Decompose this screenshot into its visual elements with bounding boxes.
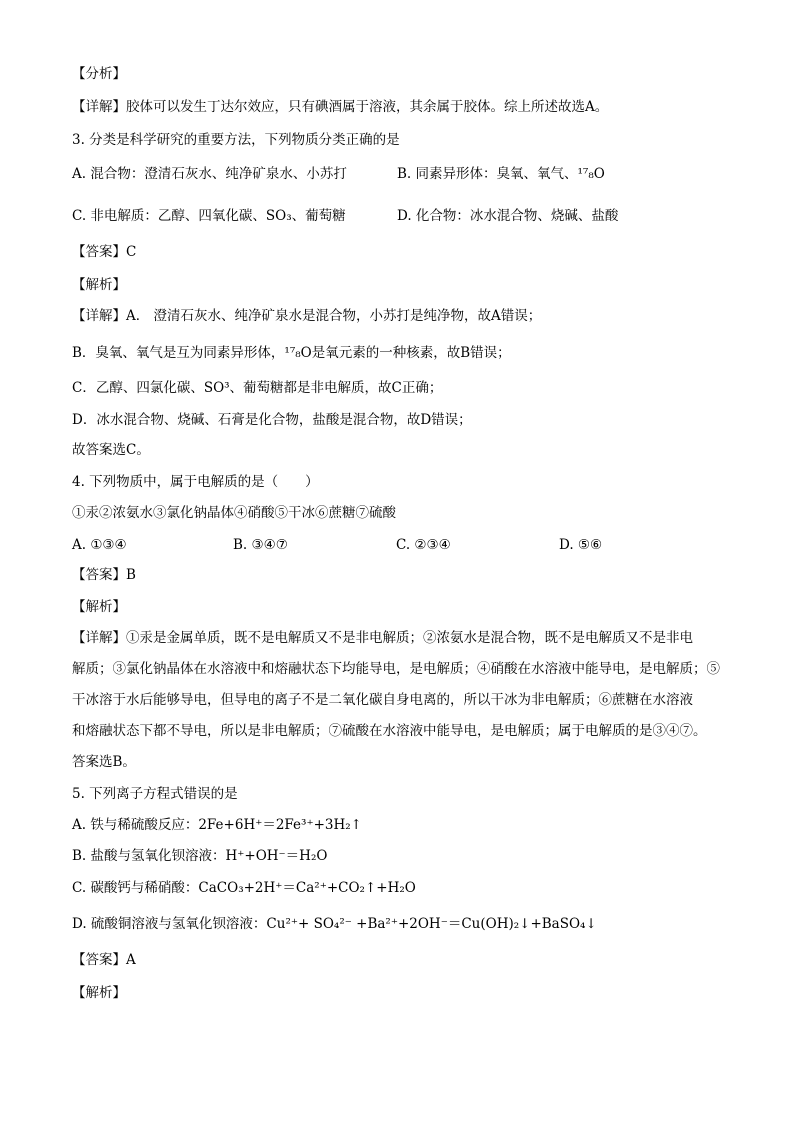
explanation-line: 解质；③氯化钠晶体在水溶液中和熔融状态下均能导电，是电解质；④硝酸在水溶液中能导电，是电解质；⑤ (72, 661, 720, 677)
option-a: A. 混合物：澄清石灰水、纯净矿泉水、小苏打 (72, 166, 347, 182)
explanation-line: 【详解】①汞是金属单质，既不是电解质又不是非电解质；②浓氨水是混合物，既不是电解质又不是非电 (72, 630, 693, 646)
option-d: D. 硫酸铜溶液与氢氧化钡溶液：Cu²⁺+ SO₄²⁻ +Ba²⁺+2OH⁻＝Cu(OH)₂↓+BaSO₄↓ (72, 916, 597, 932)
option-d: D. ⑤⑥ (559, 537, 603, 553)
explanation-line: 干冰溶于水后能够导电，但导电的离子不是二氧化碳自身电离的，所以干冰为非电解质；⑥蔗糖在水溶液 (72, 692, 693, 708)
answer-label: 【答案】B (72, 567, 136, 583)
explanation-line: B．臭氧、氧气是互为同素异形体，¹⁷₈O是氧元素的一种核素，故B错误； (72, 345, 511, 361)
option-a: A. ①③④ (72, 537, 127, 553)
option-d: D. 化合物：冰水混合物、烧碱、盐酸 (397, 208, 619, 224)
explanation-line: C．乙醇、四氯化碳、SO³、葡萄糖都是非电解质，故C正确； (72, 380, 443, 396)
option-c: C. ②③④ (396, 537, 451, 553)
explanation-line: 和熔融状态下都不导电，所以是非电解质；⑦硫酸在水溶液中能导电，是电解质；属于电解质的是③④⑦。 (72, 723, 707, 739)
explanation-line: 【详解】A． 澄清石灰水、纯净矿泉水是混合物，小苏打是纯净物，故A错误； (72, 308, 542, 324)
question-3: 3. 分类是科学研究的重要方法，下列物质分类正确的是 (72, 132, 400, 148)
answer-label: 【答案】A (72, 952, 136, 968)
explanation-line: 【详解】胶体可以发生丁达尔效应，只有碘酒属于溶液，其余属于胶体。综上所述故选A。 (72, 99, 609, 115)
question-4-items: ①汞②浓氨水③氯化钠晶体④硝酸⑤干冰⑥蔗糖⑦硫酸 (72, 505, 396, 521)
parse-label: 【解析】 (72, 277, 126, 293)
conclusion-line: 答案选B。 (72, 754, 136, 770)
conclusion-line: 故答案选C。 (72, 442, 150, 458)
parse-label: 【解析】 (72, 985, 126, 1001)
option-c: C. 碳酸钙与稀硝酸：CaCO₃+2H⁺＝Ca²⁺+CO₂↑+H₂O (72, 880, 416, 896)
option-a: A. 铁与稀硫酸反应：2Fe+6H⁺＝2Fe³⁺+3H₂↑ (72, 817, 362, 833)
explanation-line: D．冰水混合物、烧碱、石膏是化合物，盐酸是混合物，故D错误； (72, 412, 472, 428)
analysis-heading: 【分析】 (72, 66, 126, 82)
option-b: B. 盐酸与氢氧化钡溶液：H⁺+OH⁻＝H₂O (72, 848, 328, 864)
answer-label: 【答案】C (72, 244, 137, 260)
option-b: B. ③④⑦ (233, 537, 288, 553)
option-b: B. 同素异形体：臭氧、氧气、¹⁷₈O (397, 166, 605, 182)
option-c: C. 非电解质：乙醇、四氧化碳、SO₃、葡萄糖 (72, 208, 346, 224)
parse-label: 【解析】 (72, 599, 126, 615)
question-4: 4. 下列物质中，属于电解质的是（ ） (72, 474, 319, 490)
question-5: 5. 下列离子方程式错误的是 (72, 786, 238, 802)
